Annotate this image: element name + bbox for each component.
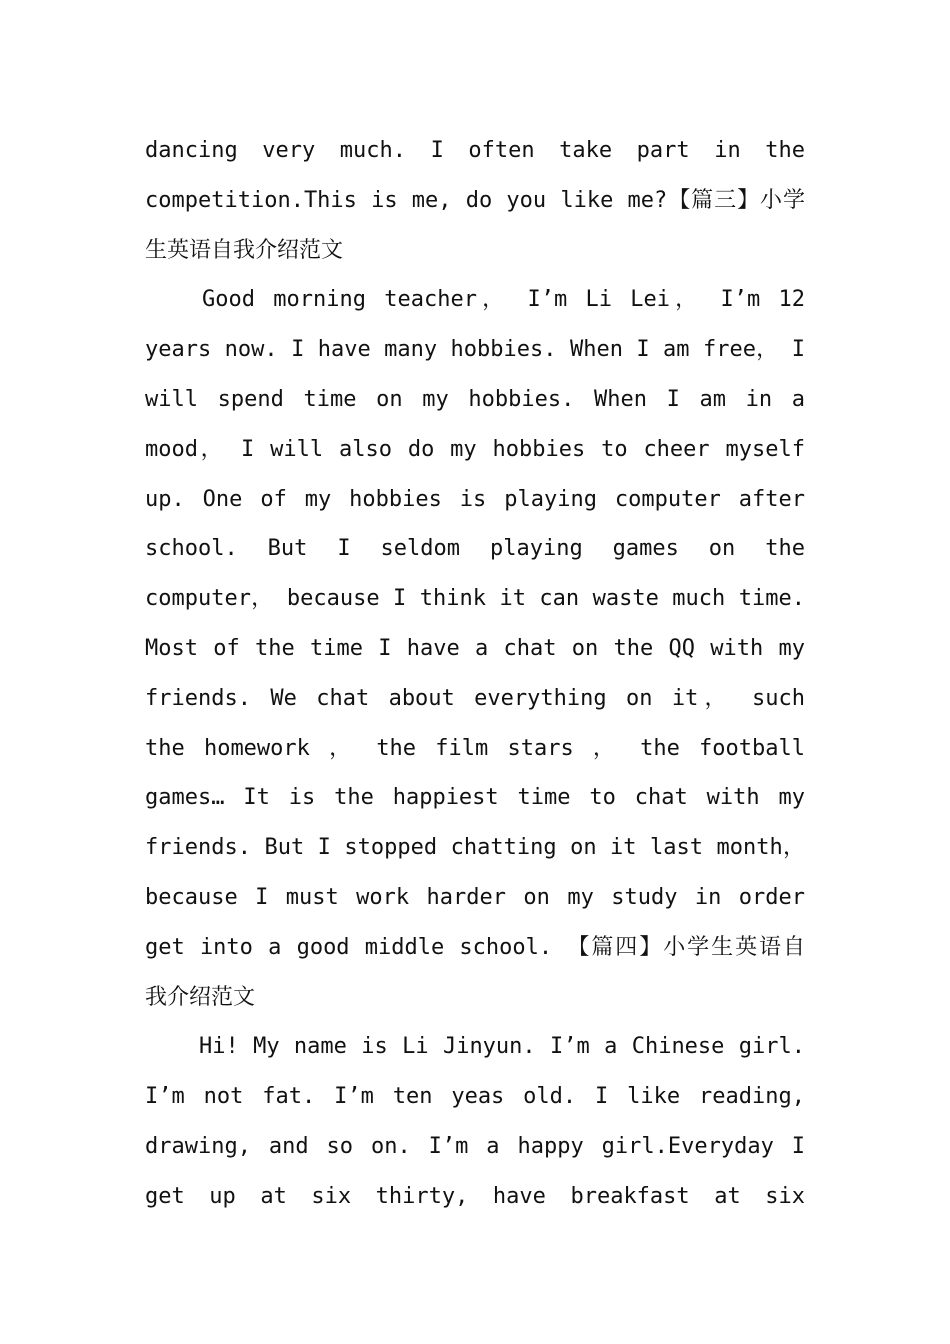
text-line: computer， because I think it can waste much time.	[145, 586, 805, 612]
text-line: Most of the time I have a chat on the QQ with my	[145, 635, 805, 661]
text-line: school. But I seldom playing games on the	[145, 536, 805, 562]
text-line: games… It is the happiest time to chat with my	[145, 785, 805, 811]
section-heading-line: 我介绍范文	[145, 984, 256, 1010]
section-heading-line: 生英语自我介绍范文	[145, 237, 344, 263]
text-line: friends. But I stopped chatting on it last month，	[145, 835, 805, 861]
text-line: up. One of my hobbies is playing computer after	[145, 486, 805, 512]
text-line: competition.This is me, do you like me?【篇三】小学	[145, 187, 805, 213]
text-line: get up at six thirty, have breakfast at six	[145, 1183, 805, 1209]
text-line: mood， I will also do my hobbies to cheer myself	[145, 436, 805, 462]
text-line: because I must work harder on my study in order	[145, 884, 805, 910]
text-line: dancing very much. I often take part in the	[145, 138, 805, 163]
paragraph-start-line: Good morning teacher， I’m Li Lei， I’m 12	[202, 287, 805, 313]
text-line: friends. We chat about everything on it， such	[145, 685, 805, 711]
paragraph-start-line: Hi! My name is Li Jinyun. I’m a Chinese girl.	[199, 1034, 805, 1060]
document-body	[145, 126, 805, 1222]
text-line: drawing, and so on. I’m a happy girl.Everyday I	[145, 1133, 805, 1159]
text-line: will spend time on my hobbies. When I am in a	[145, 386, 805, 412]
text-line: I’m not fat. I’m ten yeas old. I like reading,	[145, 1084, 805, 1110]
text-line: get into a good middle school. 【篇四】小学生英语自	[145, 934, 805, 960]
text-line: the homework ， the film stars ， the football	[145, 735, 805, 761]
text-line: years now. I have many hobbies. When I am free， I	[145, 337, 805, 363]
